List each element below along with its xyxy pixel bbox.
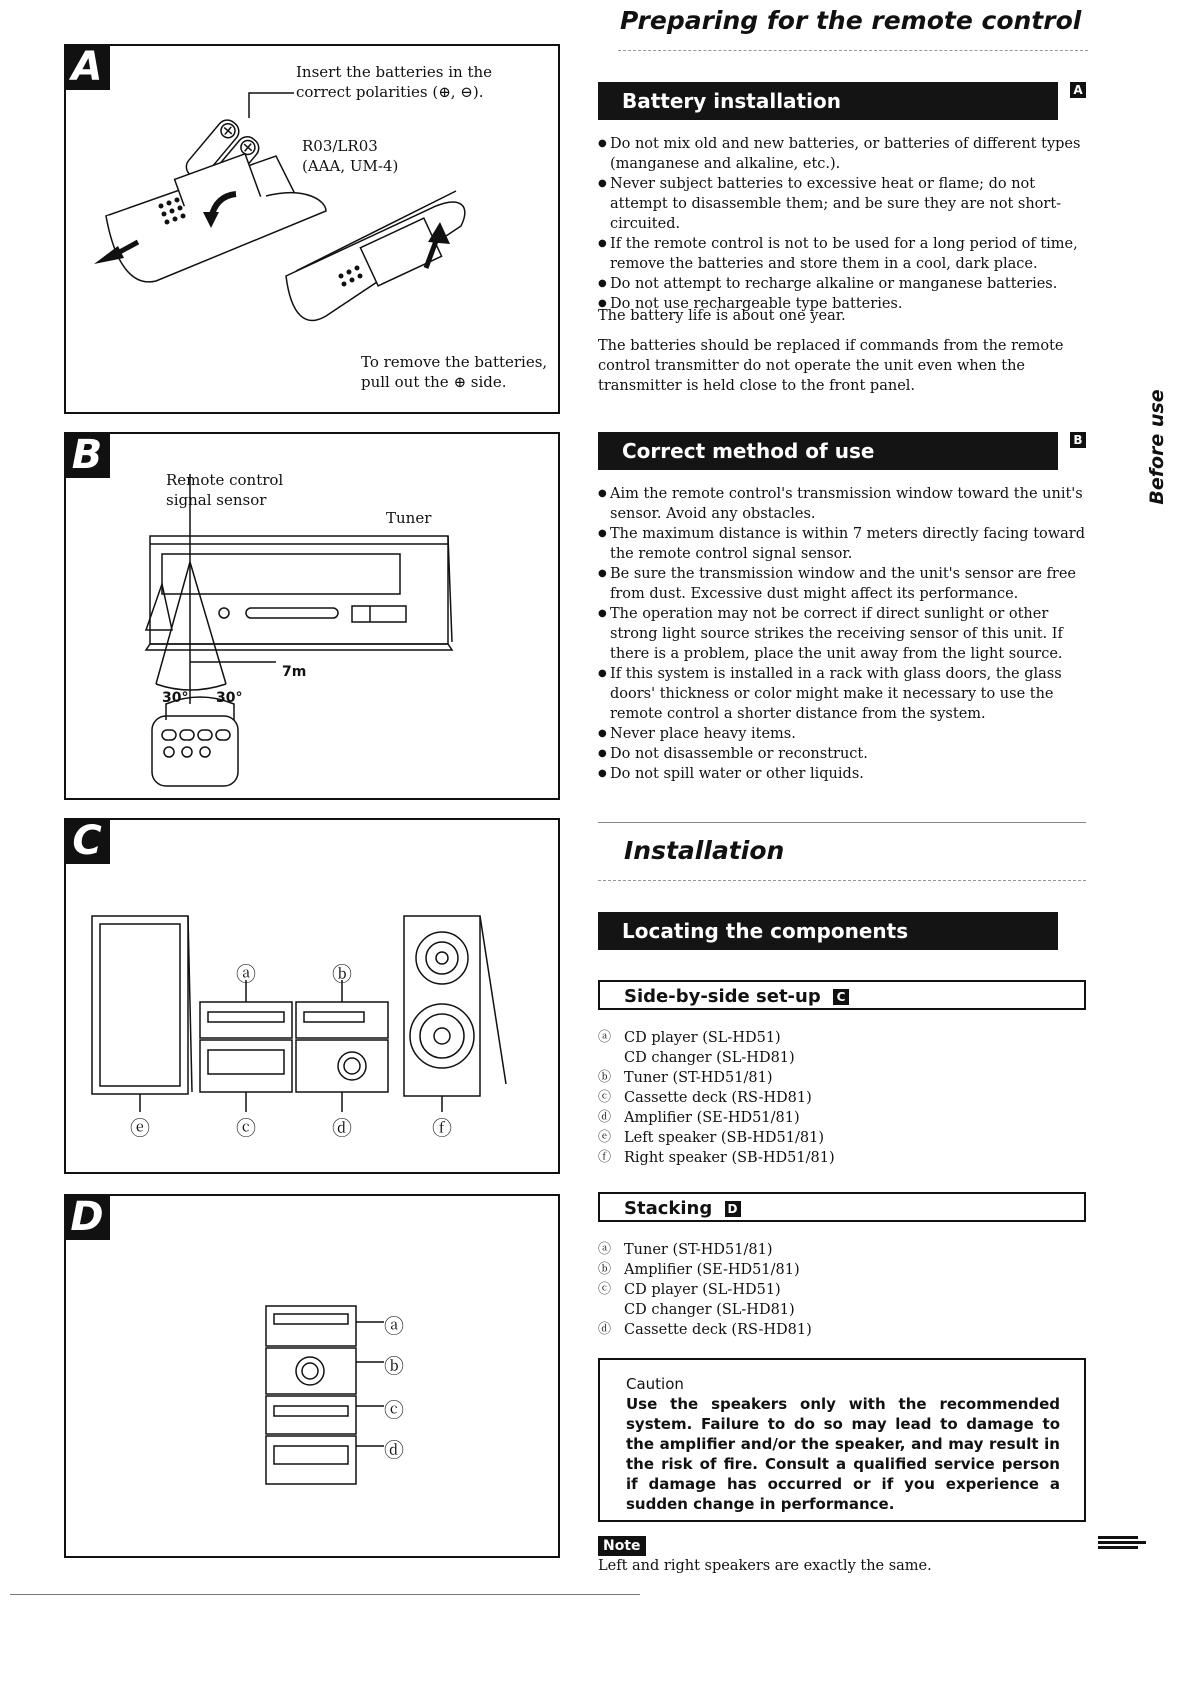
battery-bullet: ● Do not use rechargeable type batteries. (598, 294, 1086, 314)
figure-panel-a (64, 44, 560, 414)
list-item: ⓒ Cassette deck (RS-HD81) (598, 1090, 812, 1106)
bottom-rule (10, 1594, 640, 1595)
marker-d-b: ⓑ (384, 1354, 404, 1378)
marker-c-f: ⓕ (432, 1116, 452, 1140)
figure-panel-d (64, 1194, 560, 1558)
battery-bullet: ● If the remote control is not to be used for a long period of time, remove the batteries and store them in a cool, dark place. (598, 234, 1086, 274)
distance-label: 7m (282, 664, 307, 680)
list-item: ⓕ Right speaker (SB-HD51/81) (598, 1150, 835, 1166)
correct-method-bullets (598, 484, 1086, 784)
stacking-title: Stacking (624, 1198, 713, 1219)
method-bullet: ● If this system is installed in a rack with glass doors, the glass doors' thickness or color might make it necessary to use the remote control a shorter distance from the system. (598, 664, 1086, 724)
battery-life-text: The battery life is about one year. (598, 308, 846, 324)
method-bullet: ● Be sure the transmission window and the unit's sensor are free from dust. Excessive dust might affect its performance. (598, 564, 1086, 604)
list-item: ⓐ Tuner (ST-HD51/81) (598, 1242, 773, 1258)
battery-replace-text: The batteries should be replaced if commands from the remote control transmitter do not operate the unit even when the transmitter is held close to the front panel. (598, 338, 1064, 394)
marker-d-c: ⓒ (384, 1398, 404, 1422)
stacking-list (598, 1240, 1086, 1340)
panel-letter-d: D (64, 1194, 110, 1240)
correct-method-figure-ref: B (1070, 432, 1086, 448)
tuner-label: Tuner (386, 509, 432, 527)
method-bullet: ● Do not spill water or other liquids. (598, 764, 1086, 784)
side-by-side-title: Side-by-side set-up (624, 986, 821, 1007)
battery-figure-ref: A (1070, 82, 1086, 98)
note-text: Left and right speakers are exactly the same. (598, 1558, 932, 1574)
caution-title: Caution (626, 1375, 684, 1393)
battery-bullet: ● Do not attempt to recharge alkaline or manganese batteries. (598, 274, 1086, 294)
method-bullet: ● Never place heavy items. (598, 724, 1086, 744)
battery-bullet: ● Never subject batteries to excessive heat or flame; do not attempt to disassemble them; and be sure they are not short-circuited. (598, 174, 1086, 234)
list-item: ⓑ Tuner (ST-HD51/81) (598, 1070, 773, 1086)
locating-components-heading: Locating the components (598, 912, 1058, 950)
marker-d-a: ⓐ (384, 1314, 404, 1338)
stacking-figure-ref: D (725, 1201, 741, 1217)
marker-c-c: ⓒ (236, 1116, 256, 1140)
battery-bullets (598, 134, 1086, 314)
page-title: Preparing for the remote control (620, 6, 1082, 35)
side-tab: Before use (1146, 389, 1168, 505)
panel-letter-a: A (64, 44, 110, 90)
marker-c-a: ⓐ (236, 962, 256, 986)
figure-panel-c (64, 818, 560, 1174)
stacking-heading (598, 1192, 1086, 1222)
title-rule (618, 50, 1088, 51)
method-bullet: ● The maximum distance is within 7 meters directly facing toward the remote control signal sensor. (598, 524, 1086, 564)
page-turn-marker (1098, 1536, 1150, 1552)
list-item: ⓑ Amplifier (SE-HD51/81) (598, 1262, 800, 1278)
caution-box (598, 1358, 1086, 1522)
sensor-label: Remote control signal sensor (166, 471, 284, 509)
list-item: CD changer (SL-HD81) (624, 1302, 795, 1318)
list-item: ⓒ CD player (SL-HD51) (598, 1282, 781, 1298)
panel-letter-b: B (64, 432, 110, 478)
battery-install-illustration (66, 46, 558, 412)
battery-installation-heading: Battery installation (598, 82, 1058, 120)
note-label: Note (598, 1536, 646, 1556)
insert-batteries-label: Insert the batteries in the correct polarities (⊕, ⊖). (296, 63, 493, 101)
correct-method-heading: Correct method of use (598, 432, 1058, 470)
angle-right-label: 30° (216, 690, 243, 706)
method-bullet: ● Aim the remote control's transmission window toward the unit's sensor. Avoid any obstacles. (598, 484, 1086, 524)
marker-c-d: ⓓ (332, 1116, 352, 1140)
marker-d-d: ⓓ (384, 1438, 404, 1462)
marker-c-e: ⓔ (130, 1116, 150, 1140)
battery-type-label: R03/LR03 (AAA, UM-4) (302, 137, 399, 175)
installation-rule-top (598, 822, 1086, 823)
remove-batteries-label: To remove the batteries, pull out the ⊕ side. (361, 353, 548, 391)
panel-letter-c: C (64, 818, 110, 864)
side-by-side-list (598, 1028, 1086, 1168)
figure-panel-b (64, 432, 560, 800)
side-by-side-heading (598, 980, 1086, 1010)
list-item: ⓐ CD player (SL-HD51) (598, 1030, 781, 1046)
list-item: CD changer (SL-HD81) (624, 1050, 795, 1066)
angle-left-label: 30° (162, 690, 189, 706)
side-by-side-figure-ref: C (833, 989, 849, 1005)
caution-text: Use the speakers only with the recommended system. Failure to do so may lead to damage to the amplifier and/or the speaker, and may result in the risk of fire. Consult a qualified service person if damage has occurred or if you experience a sudden change in performance. (626, 1395, 1060, 1513)
method-bullet: ● The operation may not be correct if direct sunlight or other strong light source strikes the receiving sensor of this unit. If there is a problem, place the unit away from the light source. (598, 604, 1086, 664)
stacking-illustration (66, 1196, 558, 1556)
list-item: ⓓ Amplifier (SE-HD51/81) (598, 1110, 800, 1126)
marker-c-b: ⓑ (332, 962, 352, 986)
list-item: ⓔ Left speaker (SB-HD51/81) (598, 1130, 824, 1146)
method-bullet: ● Do not disassemble or reconstruct. (598, 744, 1086, 764)
remote-range-illustration (66, 434, 558, 798)
installation-heading: Installation (624, 836, 785, 865)
list-item: ⓓ Cassette deck (RS-HD81) (598, 1322, 812, 1338)
installation-rule-bottom (598, 880, 1086, 881)
battery-bullet: ● Do not mix old and new batteries, or batteries of different types (manganese and alkaline, etc.). (598, 134, 1086, 174)
